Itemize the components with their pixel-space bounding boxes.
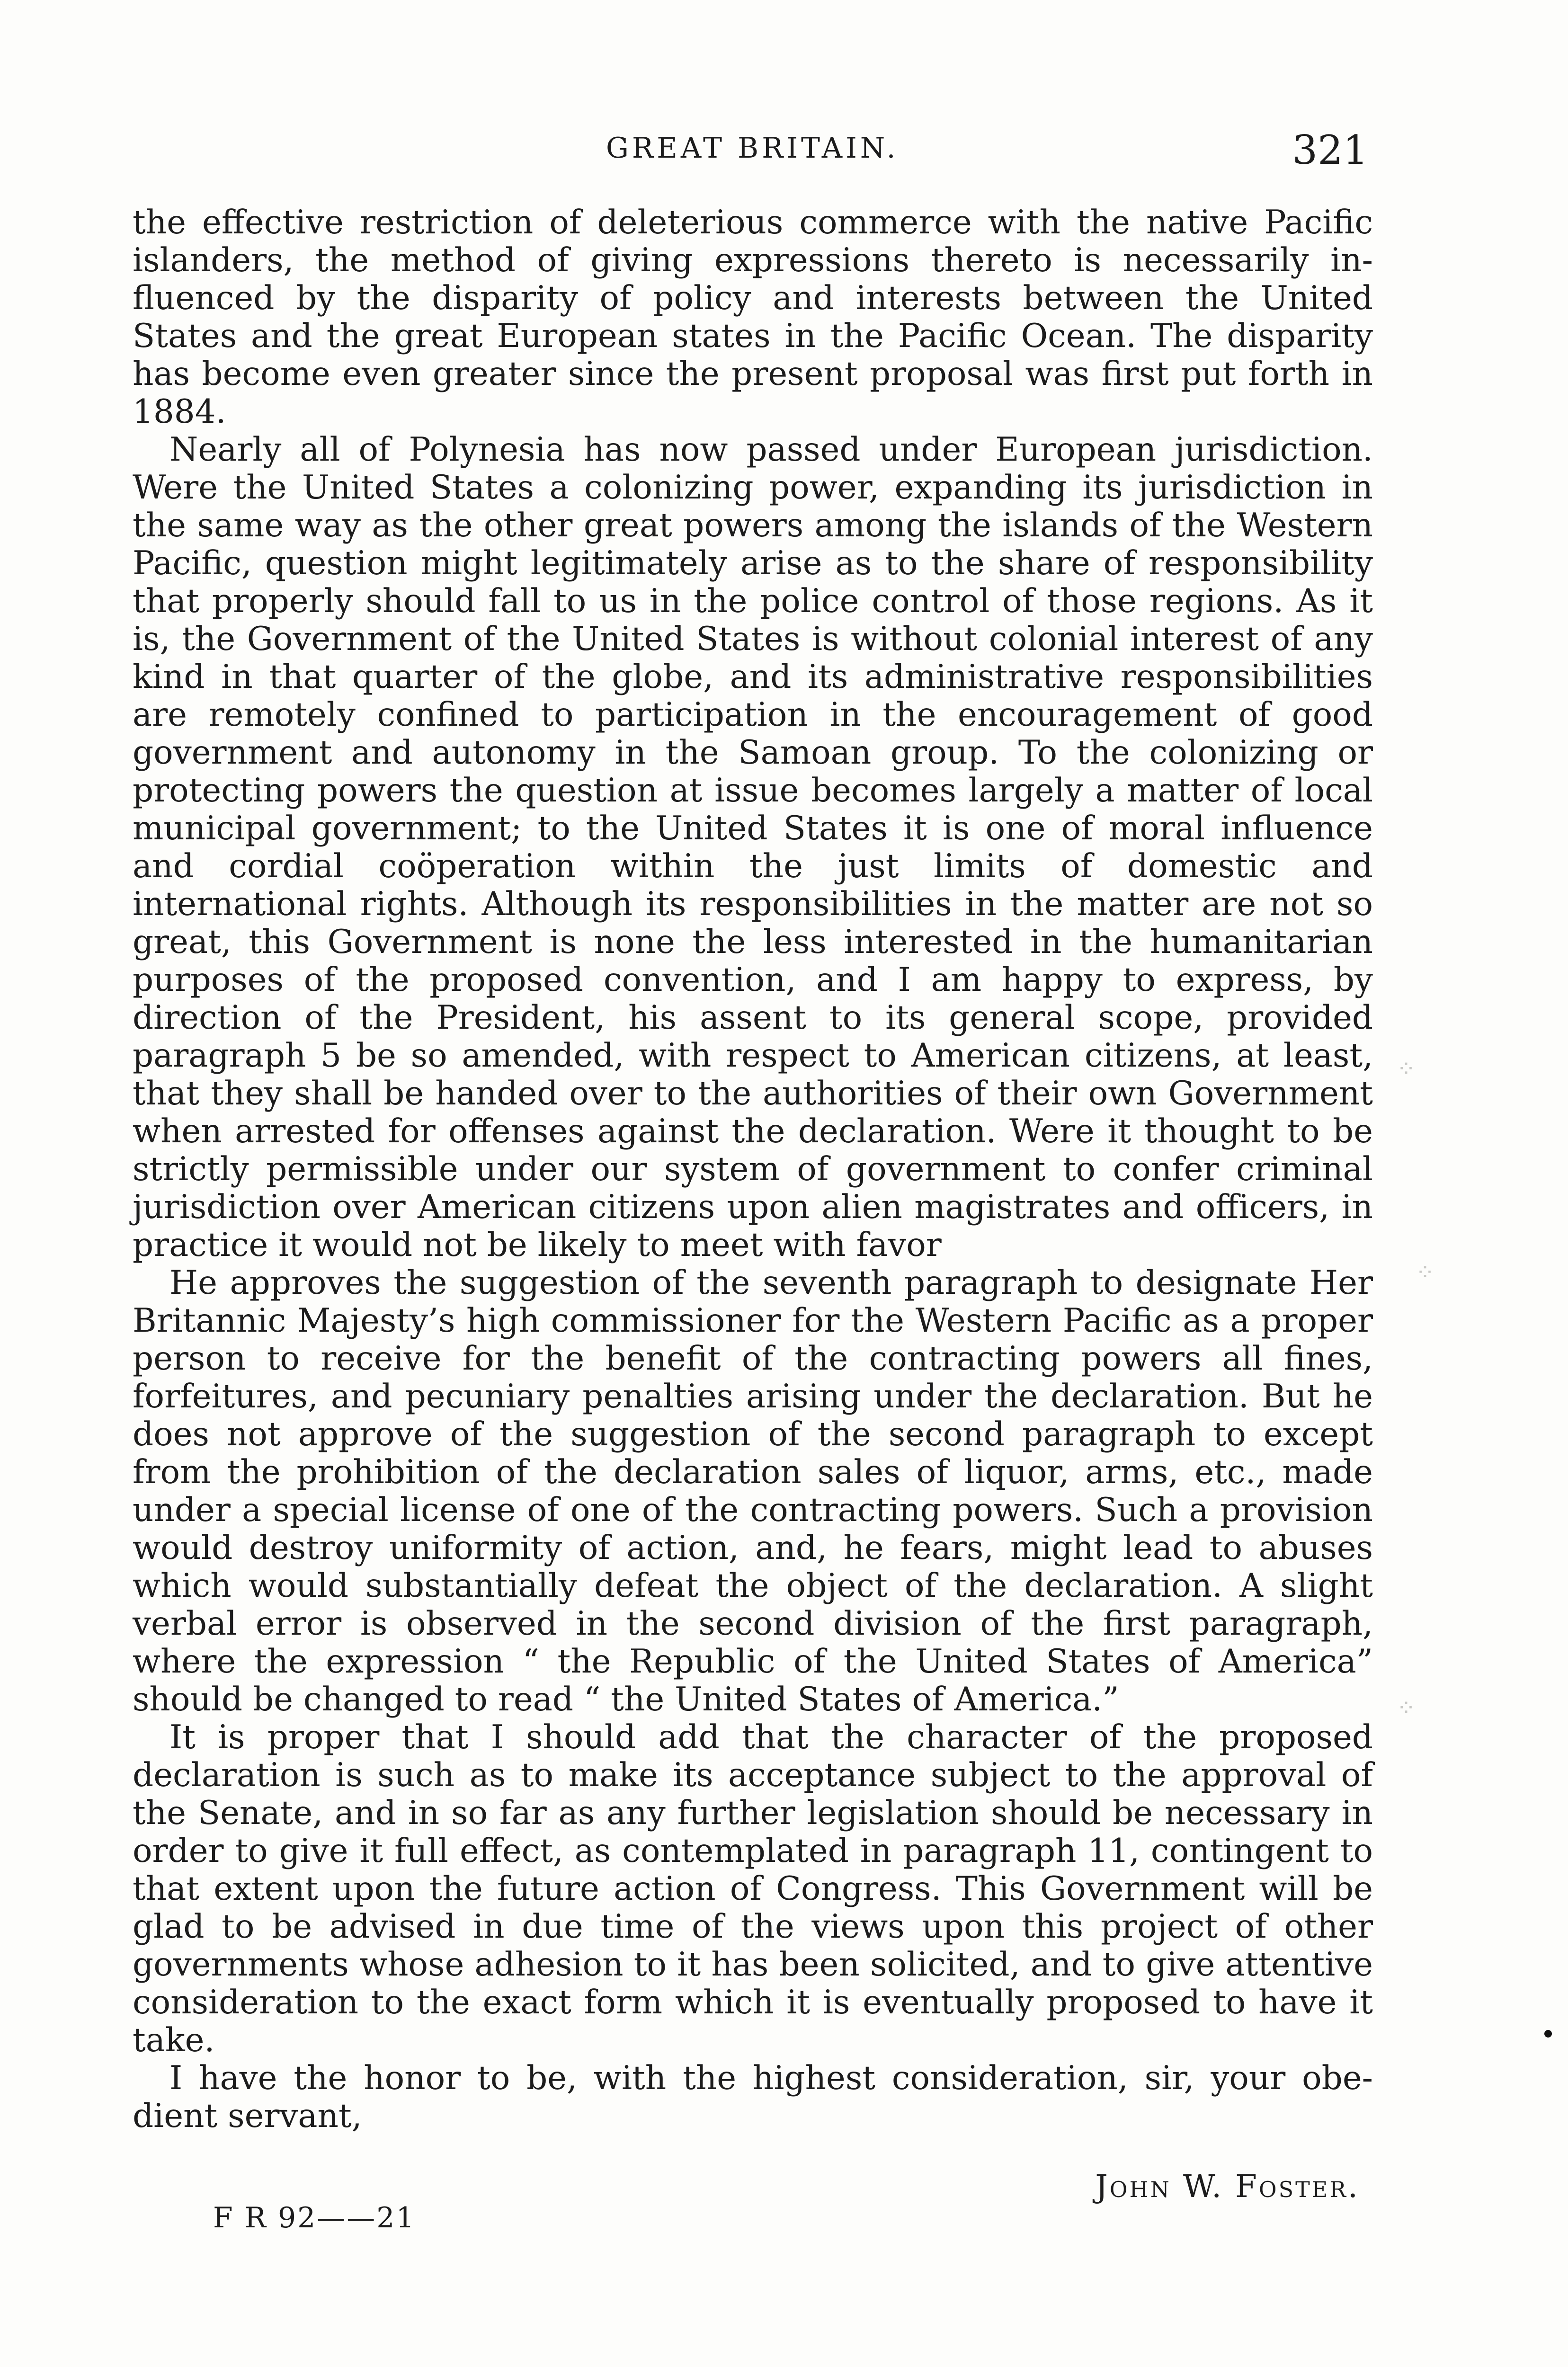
- paragraph-closing: I have the honor to be, with the highest consideration, sir, your obedient servant,: [133, 2059, 1373, 2135]
- running-head: GREAT BRITAIN.: [606, 132, 899, 165]
- bleed-through-mark: ⁘: [1416, 1259, 1435, 1286]
- bleed-through-mark: ⁘: [1397, 1056, 1416, 1082]
- paragraph-seventh-paragraph: He approves the suggestion of the seventh paragraph to designate Her Britannic Majesty’s high commissioner for the Western Pacific as a proper person to receive for the benefit of the contracting powers all fines, forfeitures, and pecuniary penalties arising under the declaration. But he does not approve of the suggestion of the second paragraph to except from the prohibition of the declaration sales of liquor, arms, etc., made under a special license of one of the contracting powers. Such a provision would destroy uniformity of action, and, he fears, might lead to abuses which would substantially defeat the object of the declaration. A slight verbal error is observed in the second division of the first paragraph, where the expression “ the Republic of the United States of America” should be changed to read “ the United States of America.”: [133, 1264, 1373, 1718]
- body-text: [133, 204, 1373, 2135]
- paragraph-senate-approval: It is proper that I should add that the character of the proposed declaration is such as to make its acceptance subject to the approval of the Senate, and in so far as any further legislation should be necessary in order to give it full effect, as contemplated in paragraph 11, contingent to that extent upon the future action of Congress. This Government will be glad to be advised in due time of the views upon this project of other governments whose adhesion to it has been solicited, and to give attentive consideration to the exact form which it is eventually proposed to have it take.: [133, 1718, 1373, 2059]
- signature: John W. Foster.: [1095, 2168, 1360, 2205]
- signature-mark: F R 92——21: [213, 2201, 416, 2234]
- page-header: [133, 127, 1373, 174]
- paragraph-continuation: the effective restriction of deleterious commerce with the native Pacific islanders, the method of giving expressions thereto is necessarily influenced by the disparity of policy and interests between the United States and the great European states in the Pacific Ocean. The disparity has become even greater since the present proposal was first put forth in 1884.: [133, 204, 1373, 431]
- ink-speck: [1544, 2030, 1552, 2038]
- page-number: 321: [1292, 127, 1368, 173]
- bleed-through-mark: ⁘: [1397, 1695, 1416, 1721]
- paragraph-polynesia: Nearly all of Polynesia has now passed under European jurisdiction. Were the United States a colonizing power, expanding its jurisdiction in the same way as the other great powers among the islands of the Western Pacific, question might legitimately arise as to the share of responsibility that properly should fall to us in the police control of those regions. As it is, the Government of the United States is without colonial interest of any kind in that quarter of the globe, and its administrative responsibilities are remotely confined to participation in the encouragement of good government and autonomy in the Samoan group. To the colonizing or protecting powers the question at issue becomes largely a matter of local municipal government; to the United States it is one of moral influence and cordial coöperation within the just limits of domestic and international rights. Although its responsibilities in the matter are not so great, this Government is none the less interested in the humanitarian purposes of the proposed convention, and I am happy to express, by direction of the President, his assent to its general scope, provided paragraph 5 be so amended, with respect to American citizens, at least, that they shall be handed over to the authorities of their own Government when arrested for offenses against the declaration. Were it thought to be strictly permissible under our system of government to confer criminal jurisdiction over American citizens upon alien magistrates and officers, in practice it would not be likely to meet with favor: [133, 431, 1373, 1264]
